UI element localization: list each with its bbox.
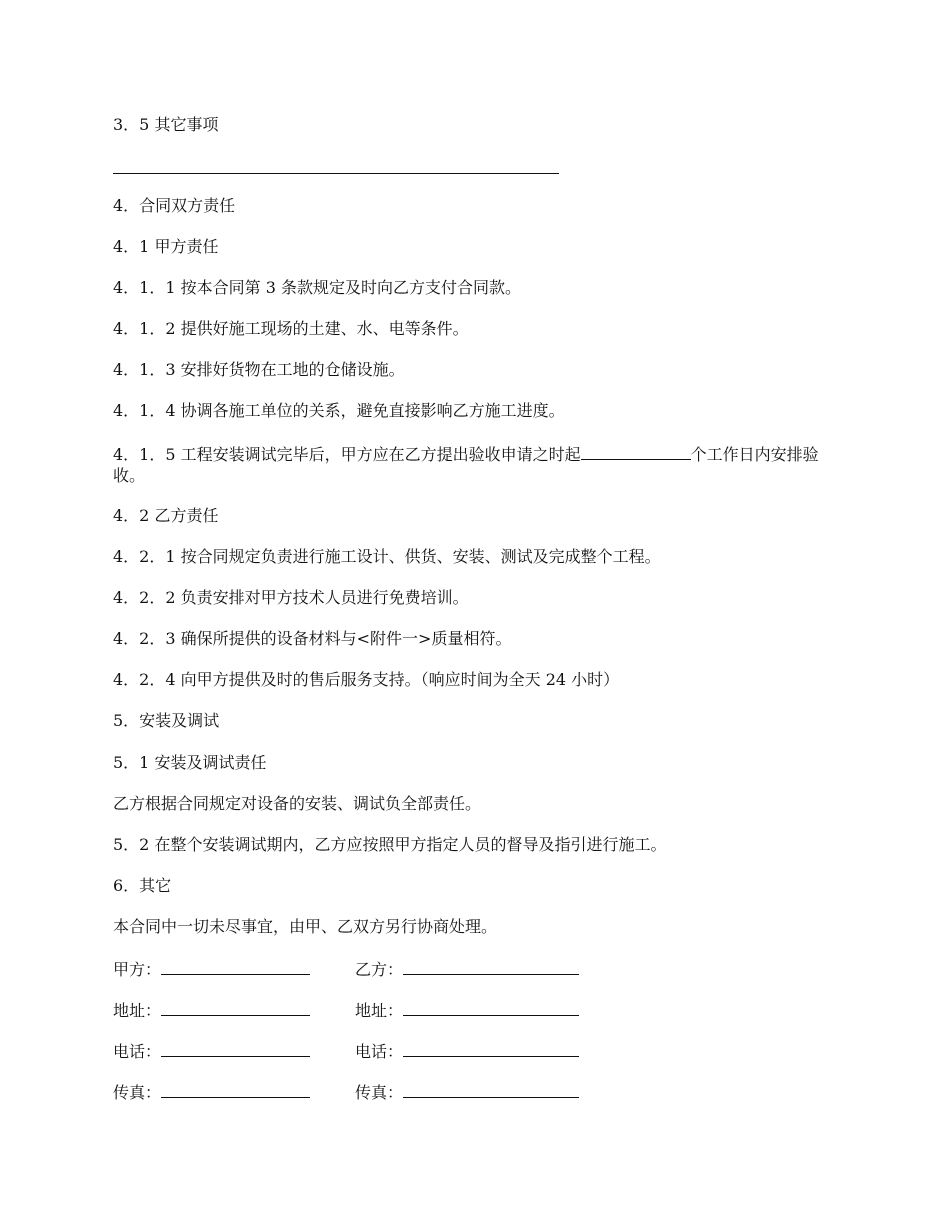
- clause-5-2: 5．2 在整个安装调试期内，乙方应按照甲方指定人员的督导及指引进行施工。: [113, 835, 667, 854]
- clause-5-1-text: 乙方根据合同规定对设备的安装、调试负全部责任。: [113, 794, 482, 813]
- party-b-phone-row: [355, 1040, 579, 1062]
- clause-4-2-4: 4．2．4 向甲方提供及时的售后服务支持。（响应时间为全天 24 小时）: [113, 670, 620, 689]
- clause-4-2-2: 4．2．2 负责安排对甲方技术人员进行免费培训。: [113, 588, 469, 607]
- party-a-phone-row: [113, 1040, 310, 1062]
- clause-4-1-1: 4．1．1 按本合同第 3 条款规定及时向乙方支付合同款。: [113, 278, 521, 297]
- section-6-text: 本合同中一切未尽事宜，由甲、乙双方另行协商处理。: [113, 917, 498, 936]
- blank-fill-line: [113, 173, 559, 174]
- clause-4-1-heading: 4．1 甲方责任: [113, 237, 219, 256]
- clause-4-1-3: 4．1．3 安排好货物在工地的仓储设施。: [113, 360, 405, 379]
- clause-4-1-4: 4．1．4 协调各施工单位的关系，避免直接影响乙方施工进度。: [113, 401, 565, 420]
- clause-4-1-5: [113, 443, 838, 486]
- clause-5-1-heading: 5．1 安装及调试责任: [113, 753, 267, 772]
- party-b-fax-row: [355, 1081, 579, 1103]
- section-6-heading: 6．其它: [113, 876, 172, 895]
- party-a-address-row: [113, 999, 310, 1021]
- clause-3-5-heading: 3．5 其它事项: [113, 115, 219, 134]
- party-b-address-blank: [403, 999, 579, 1016]
- party-a-name-row: [113, 958, 310, 980]
- party-a-fax-blank: [161, 1081, 310, 1098]
- party-b-phone-label: 电话：: [355, 1042, 404, 1061]
- clause-4-1-5-text-a: 4．1．5 工程安装调试完毕后，甲方应在乙方提出验收申请之时起: [113, 445, 581, 464]
- party-b-address-label: 地址：: [355, 1001, 404, 1020]
- clause-4-2-3: 4．2．3 确保所提供的设备材料与<附件一>质量相符。: [113, 629, 512, 648]
- clause-4-2-heading: 4．2 乙方责任: [113, 506, 219, 525]
- party-b-fax-label: 传真：: [355, 1083, 404, 1102]
- clause-4-1-5-text-b: 个工作日内安排验收。: [113, 445, 819, 485]
- party-b-address-row: [355, 999, 579, 1021]
- section-5-heading: 5．安装及调试: [113, 711, 220, 730]
- party-a-fax-row: [113, 1081, 310, 1103]
- working-days-blank: [581, 443, 691, 460]
- party-a-phone-blank: [161, 1040, 310, 1057]
- party-b-name-row: [355, 958, 579, 980]
- party-a-name-blank: [161, 958, 310, 975]
- party-a-address-label: 地址：: [113, 1001, 162, 1020]
- party-a-name-label: 甲方：: [113, 960, 162, 979]
- party-b-name-label: 乙方：: [355, 960, 404, 979]
- party-b-phone-blank: [403, 1040, 579, 1057]
- party-b-fax-blank: [403, 1081, 579, 1098]
- section-4-heading: 4．合同双方责任: [113, 196, 236, 215]
- party-a-fax-label: 传真：: [113, 1083, 162, 1102]
- clause-4-2-1: 4．2．1 按合同规定负责进行施工设计、供货、安装、测试及完成整个工程。: [113, 547, 661, 566]
- party-a-phone-label: 电话：: [113, 1042, 162, 1061]
- clause-4-1-2: 4．1．2 提供好施工现场的土建、水、电等条件。: [113, 319, 469, 338]
- party-a-address-blank: [161, 999, 310, 1016]
- party-b-name-blank: [403, 958, 579, 975]
